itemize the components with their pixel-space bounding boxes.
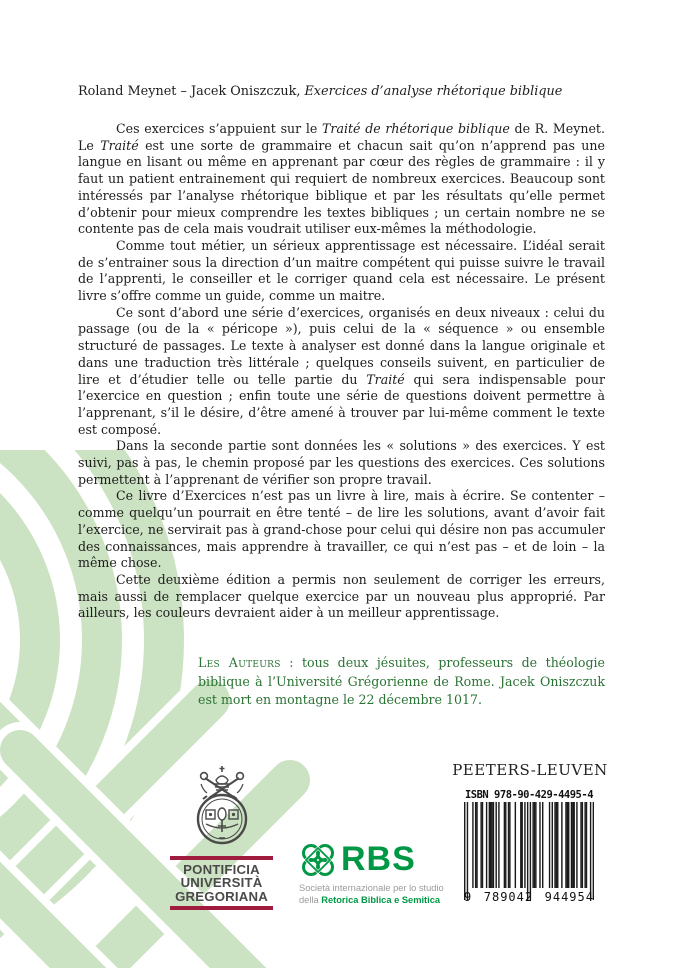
gregoriana-line3: GREGORIANA (175, 888, 268, 904)
rbs-knot-icon (299, 841, 337, 879)
gregoriana-logo (170, 764, 273, 910)
barcode-digits-mid: 789042 (483, 890, 534, 904)
authors-note: Les Auteurs : tous deux jésuites, professeurs de théologie biblique à l’Université Grégorienne de Rome. Jacek Oniszczuk est mort en montagne le 22 décembre 1017. (198, 655, 605, 708)
paragraph: Comme tout métier, un sérieux apprentissage est nécessaire. L’idéal serait de s’entrainer sous la direction d’un maitre compétent qui puisse suivre le travail de l’apprenti, le conseiller et le corriger quand cela est nécessaire. Le présent livre s’offre comme un guide, comme un maitre. (78, 237, 605, 304)
back-cover-text (78, 121, 605, 622)
barcode-digits (464, 890, 594, 904)
barcode-digit-left: 9 (464, 890, 473, 904)
rbs-logo (299, 841, 449, 906)
author-title-line: Roland Meynet – Jacek Oniszczuk, Exercices d’analyse rhétorique biblique (78, 84, 563, 99)
paragraph: Ces exercices s’appuient sur le Traité de rhétorique biblique de R. Meynet. Le Traité est une sorte de grammaire et chacun sait qu’on n’apprend pas une langue en lisant ou même en apprenant par cœur des règles de grammaire : il y faut un patient entrainement qui requiert de nombreux exercices. Beaucoup sont intéressés par l’analyse rhétorique biblique et par les résultats qu’elle permet d’obtenir pour mieux comprendre les textes bibliques ; un certain nombre ne se contente pas de cela mais voudrait utiliser eux-mêmes la méthodologie. (78, 121, 605, 237)
gregoriana-line1: PONTIFICIA (183, 862, 260, 877)
isbn-label: ISBN 978-90-429-4495-4 (464, 789, 594, 801)
gregoriana-line2: UNIVERSITÀ (180, 875, 263, 891)
paragraph: Ce livre d’Exercices n’est pas un livre à lire, mais à écrire. Se contenter – comme quelqu’un pourrait en être tenté – de lire les solutions, avant d’avoir fait l’exercice, ne servirait pas à grand-chose pour celui qui désire non pas accumuler des connaissances, mais apprendre à travailler, ce qui n’est pas – et de loin – la même chose. (78, 488, 605, 571)
rbs-acronym: RBS (341, 840, 416, 878)
rbs-subtitle-line2: della Retorica Biblica e Semitica (299, 894, 441, 905)
publisher-name: PEETERS-LEUVEN (452, 761, 608, 779)
paragraph: Ce sont d’abord une série d’exercices, organisés en deux niveaux : celui du passage (ou de la « péricope »), puis celui de la « séquence » ou ensemble structuré de passages. Le texte à analyser est donné dans la langue originale et dans une traduction très littérale ; quelques conseils suivent, en particulier de lire et d’étudier telle ou telle partie du Traité qui sera indispensable pour l’exercice en question ; enfin toute une série de questions doivent permettre à l’apprenant, s’il le désire, d’être amené à trouver par lui-même comment le texte est composé. (78, 304, 605, 437)
barcode-digits-right: 944954 (544, 890, 594, 904)
paragraph: Dans la seconde partie sont données les « solutions » des exercices. Y est suivi, pas à pas, le chemin proposé par les questions des exercices. Ces solutions permettent à l’apprenant de vérifier son propre travail. (78, 438, 605, 487)
rbs-subtitle (299, 883, 449, 906)
maroon-rule-bottom (170, 906, 273, 910)
gregoriana-name (170, 863, 273, 903)
gregoriana-crest-icon (193, 764, 251, 850)
barcode-bars (464, 802, 594, 902)
rbs-subtitle-emphasis: Retorica Biblica e Semitica (321, 894, 441, 905)
maroon-rule-top (170, 856, 273, 860)
rbs-subtitle-line1: Società internazionale per lo studio (299, 883, 444, 893)
isbn-barcode (464, 802, 594, 906)
paragraph: Cette deuxième édition a permis non seulement de corriger les erreurs, mais aussi de remplacer quelque exercice par un nouveau plus approprié. Par ailleurs, les couleurs devraient aider à un meilleur apprentissage. (78, 571, 605, 621)
